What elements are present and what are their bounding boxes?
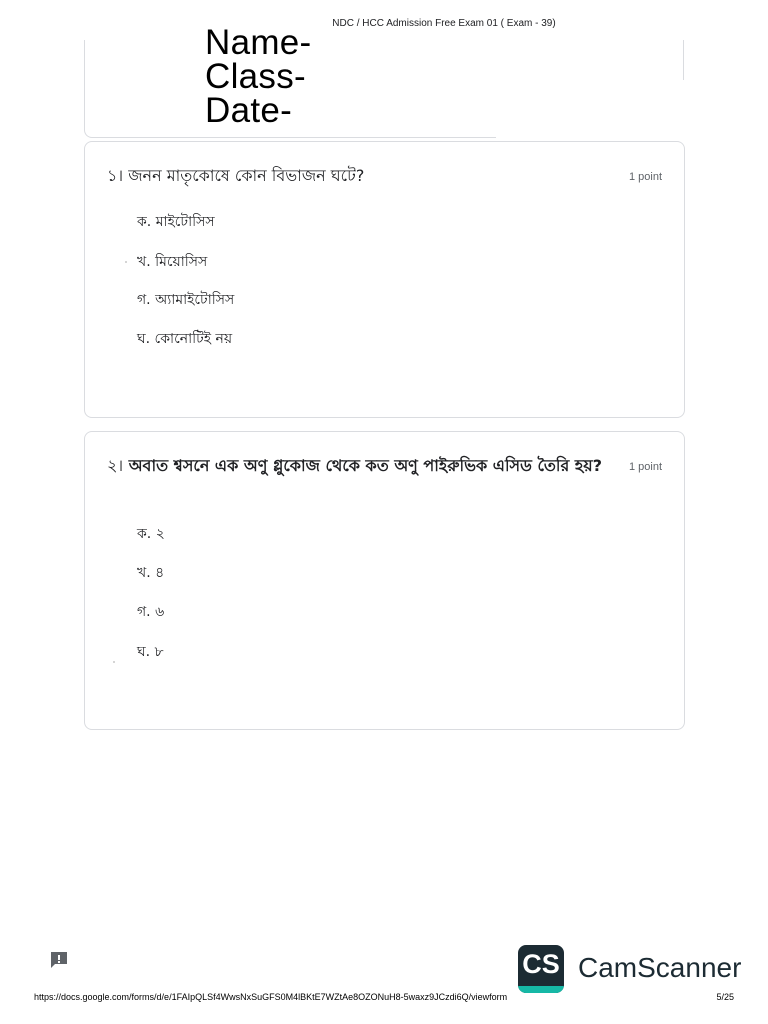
question-number: ২। [107, 456, 124, 475]
date-label: Date- [205, 91, 293, 130]
option-1[interactable]: ক. ২ [137, 526, 165, 542]
question-card-2 [84, 431, 685, 730]
question-text: অবাত শ্বসনে এক অণু গ্লুকোজ থেকে কত অণু পাইরুভিক এসিড তৈরি হয়? [128, 456, 602, 475]
option-3[interactable]: গ. ৬ [137, 604, 165, 620]
question-title [107, 165, 627, 187]
student-info [205, 23, 312, 130]
option-2[interactable]: খ. ৪ [137, 565, 165, 581]
question-points: 1 point [628, 461, 662, 473]
question-title [107, 455, 627, 477]
feedback-icon[interactable] [49, 950, 69, 970]
name-label: Name- [205, 23, 312, 62]
camscanner-brand: CamScanner [578, 952, 742, 983]
page-header-title: NDC / HCC Admission Free Exam 01 ( Exam - 39) [332, 18, 556, 29]
camscanner-logo-icon [518, 945, 564, 993]
question-text: জনন মাতৃকোষে কোন বিভাজন ঘটে? [128, 166, 365, 185]
option-3[interactable]: গ. অ্যামাইটোসিস [137, 292, 235, 308]
card-divider [84, 40, 85, 82]
logo-accent-bar [518, 986, 564, 993]
question-points: 1 point [628, 171, 662, 183]
question-number: ১। [107, 166, 124, 185]
option-1[interactable]: ক. মাইটোসিস [137, 214, 215, 230]
option-2[interactable]: খ. মিয়োসিস [137, 254, 208, 270]
scan-speck [125, 261, 127, 263]
page-number: 5/25 [716, 992, 734, 1002]
question-card-1 [84, 141, 685, 418]
scan-speck [113, 661, 115, 663]
scan-patch [496, 80, 696, 140]
option-4[interactable]: ঘ. কোনোটিই নয় [137, 331, 233, 347]
camscanner-logo-letters: CS [522, 949, 560, 979]
footer-url[interactable]: https://docs.google.com/forms/d/e/1FAIpQLSf4WwsNxSuGFS0M4lBKtE7WZtAe8OZONuH8-5waxz9JCzdi6Q/viewform [34, 992, 508, 1002]
card-divider [683, 40, 684, 82]
class-label: Class- [205, 57, 306, 96]
option-4[interactable]: ঘ. ৮ [137, 644, 164, 660]
